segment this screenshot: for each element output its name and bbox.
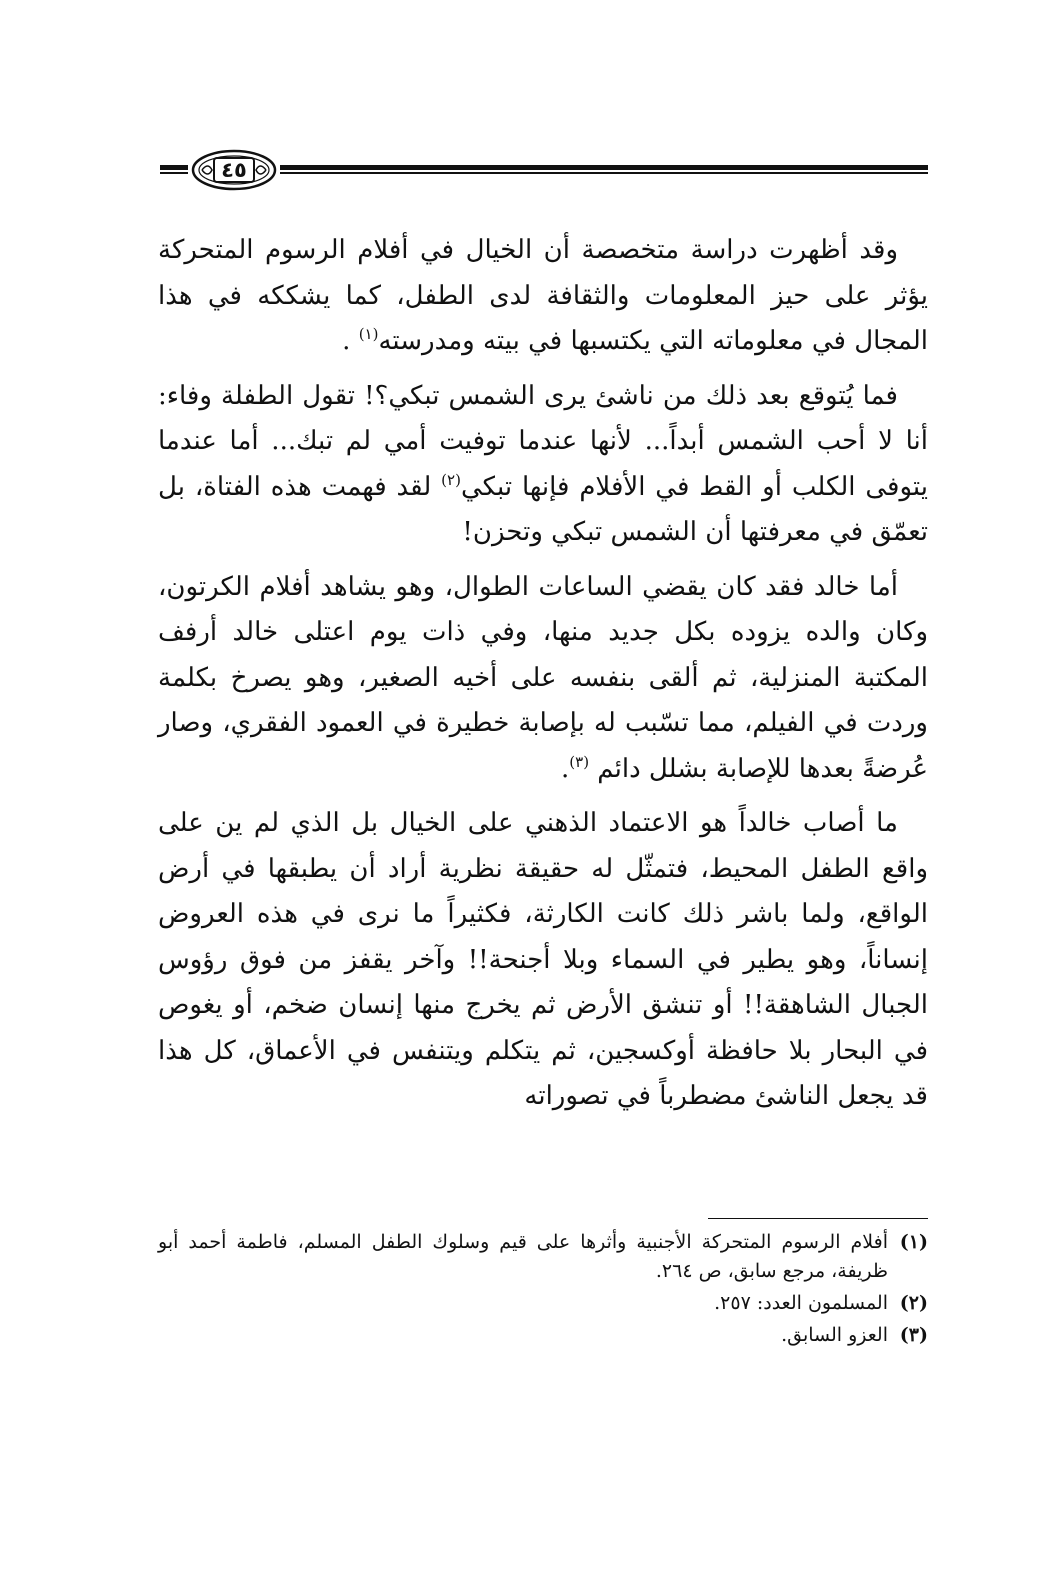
page-number-badge (190, 148, 278, 192)
footnote-separator (708, 1218, 928, 1219)
text-segment: لقد فهمت هذه الفتاة، بل تعمّق في معرفتها أن الشمس تبكي وتحزن! (158, 471, 928, 547)
text-segment: وقد أظهرت دراسة متخصصة أن الخيال في أفلام الرسوم المتحركة يؤثر على حيز المعلومات والثقافة لدى الطفل، كما يشككه في هذا المجال في معلوماته التي يكتسبها في بيته ومدرسته (158, 235, 928, 356)
header-rule-right (280, 165, 928, 174)
header-rule-left (160, 165, 188, 174)
footnote-text: المسلمون العدد: ٢٥٧. (714, 1292, 888, 1314)
footnote-number: (٣) (899, 1324, 928, 1346)
footnote-ref: (٣) (569, 752, 590, 771)
text-segment: . (342, 326, 359, 356)
footnote (158, 1321, 928, 1350)
text-segment: . (561, 753, 570, 784)
footnote (158, 1228, 928, 1286)
footnote-text: العزو السابق. (781, 1324, 888, 1346)
paragraph (158, 228, 928, 365)
body-text (158, 228, 928, 1129)
footnote-text: أفلام الرسوم المتحركة الأجنبية وأثرها على قيم وسلوك الطفل المسلم، فاطمة أحمد أبو ظريفة، مرجع سابق، ص ٢٦٤. (158, 1231, 888, 1282)
text-segment: ما أصاب خالداً هو الاعتماد الذهني على الخيال بل الذي لم ين على واقع الطفل المحيط، فتمثّل له حقيقة نظرية أراد أن يطبقها في أرض الواقع، ولما باشر ذلك كانت الكارثة، فكثيراً ما نرى في هذه العروض إنساناً، وهو يطير في السماء وبلا أجنحة!! وآخر يقفز من فوق رؤوس الجبال الشاهقة!! أو تنشق الأرض ثم يخرج منها إنسان ضخم، أو يغوص في البحار بلا حافظة أوكسجين، ثم يتكلم ويتنفس في الأعماق، كل هذا قد يجعل الناشئ مضطرباً في تصوراته (158, 808, 928, 1111)
footnote (158, 1289, 928, 1318)
paragraph (158, 801, 928, 1120)
footnote-number: (١) (899, 1231, 928, 1253)
text-segment: فما يُتوقع بعد ذلك من ناشئ يرى الشمس تبكي؟! تقول الطفلة وفاء: أنا لا أحب الشمس أبداً... لأنها عندما توفيت أمي لم تبك... أما عندما يتوفى الكلب أو القط في الأفلام فإنها تبكي (158, 380, 928, 502)
text-segment: أما خالد فقد كان يقضي الساعات الطوال، وهو يشاهد أفلام الكرتون، وكان والده يزوده بكل جديد منها، وفي ذات يوم اعتلى خالد أرفف المكتبة المنزلية، ثم ألقى بنفسه على أخيه الصغير، وهو يصرخ بكلمة وردت في الفيلم، مما تسّبب له بإصابة خطيرة في العمود الفقري، وصار عُرضةً بعدها للإصابة بشلل دائم (158, 571, 928, 784)
footnotes (158, 1228, 928, 1353)
page-header (160, 148, 928, 192)
page-number: ٤٥ (221, 158, 247, 182)
footnote-number: (٢) (899, 1292, 928, 1314)
footnote-ref: (١) (358, 325, 379, 343)
paragraph (158, 374, 928, 556)
footnote-ref: (٢) (441, 470, 461, 489)
paragraph (158, 565, 928, 793)
